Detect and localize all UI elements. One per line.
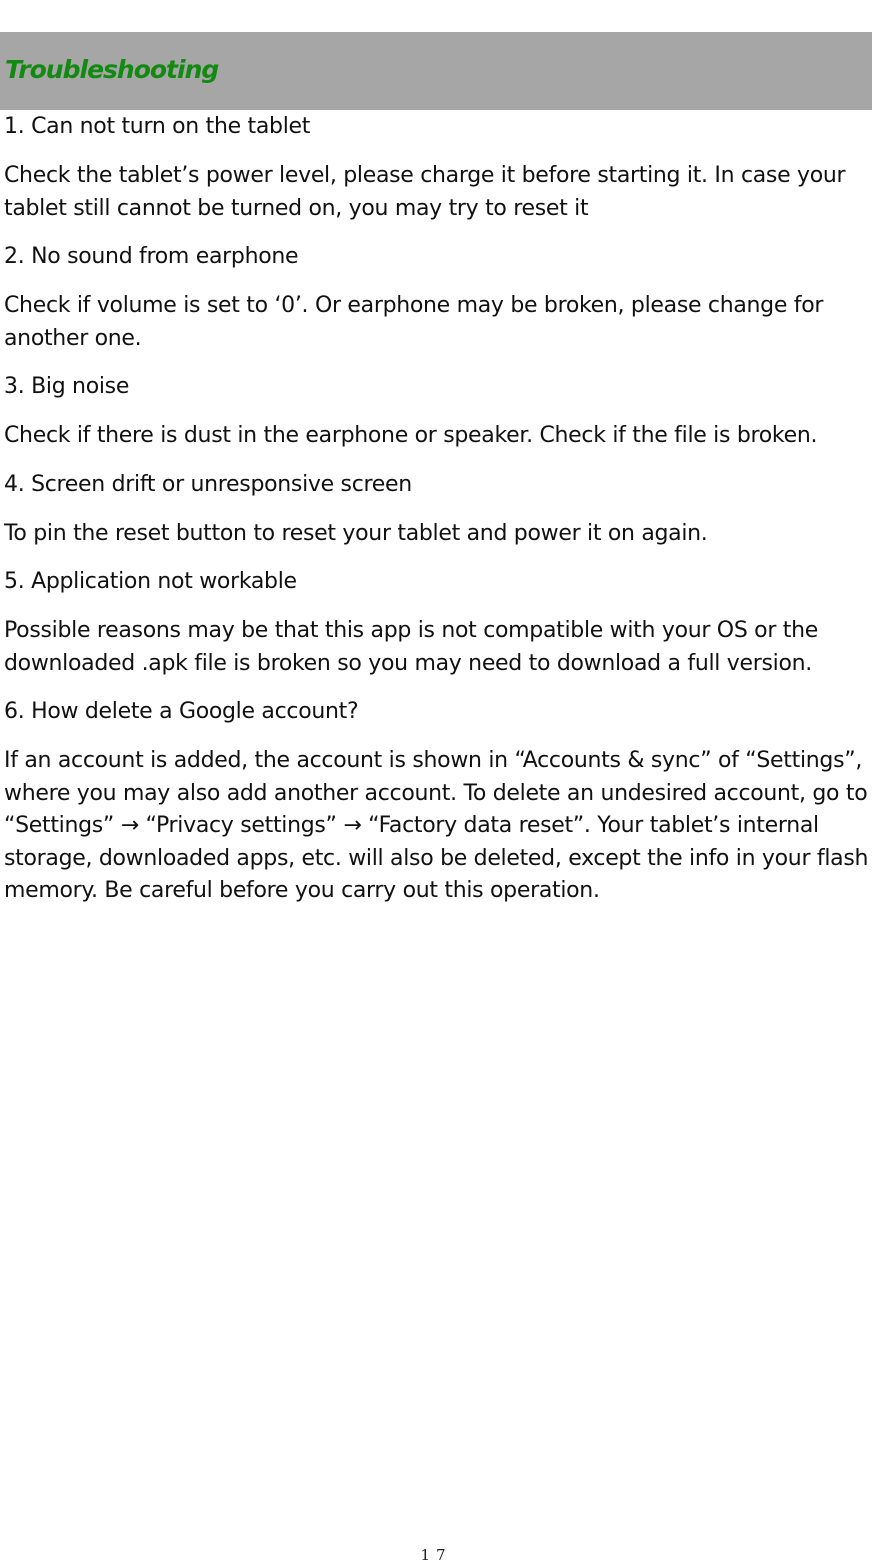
section-header-band — [0, 32, 872, 110]
item-6-title: 6. How delete a Google account? — [4, 699, 359, 724]
item-3-title: 3. Big noise — [4, 374, 130, 399]
item-3-body: Check if there is dust in the earphone or speaker. Check if the file is broken. — [4, 423, 818, 448]
item-5-body: Possible reasons may be that this app is not compatible with your OS or the downloaded .apk file is broken so you may need to download a full version. — [4, 618, 818, 676]
item-1-title: 1. Can not turn on the tablet — [4, 114, 311, 139]
item-4-body: To pin the reset button to reset your tablet and power it on again. — [4, 520, 708, 546]
page-number: 17 — [420, 1546, 452, 1564]
troubleshooting-list — [4, 111, 870, 924]
item-2-title: 2. No sound from earphone — [4, 244, 299, 269]
item-5-title: 5. Application not workable — [4, 569, 297, 594]
item-6-body: If an account is added, the account is shown in “Accounts & sync” of “Settings”, where you may also add another account. To delete an undesired account, go to “Settings” → “Privacy settings” → “Factory data reset”. Your tablet’s internal storage, downloaded apps, etc. will also be deleted, except the info in your flash memory. Be careful before you carry out this operation. — [4, 748, 869, 903]
item-4-title: 4. Screen drift or unresponsive screen — [4, 471, 412, 497]
section-title: Troubleshooting — [5, 55, 219, 84]
item-1-body: Check the tablet’s power level, please charge it before starting it. In case your tablet still cannot be turned on, you may try to reset it — [4, 163, 846, 221]
item-2-body: Check if volume is set to ‘0’. Or earphone may be broken, please change for another one. — [4, 293, 824, 351]
